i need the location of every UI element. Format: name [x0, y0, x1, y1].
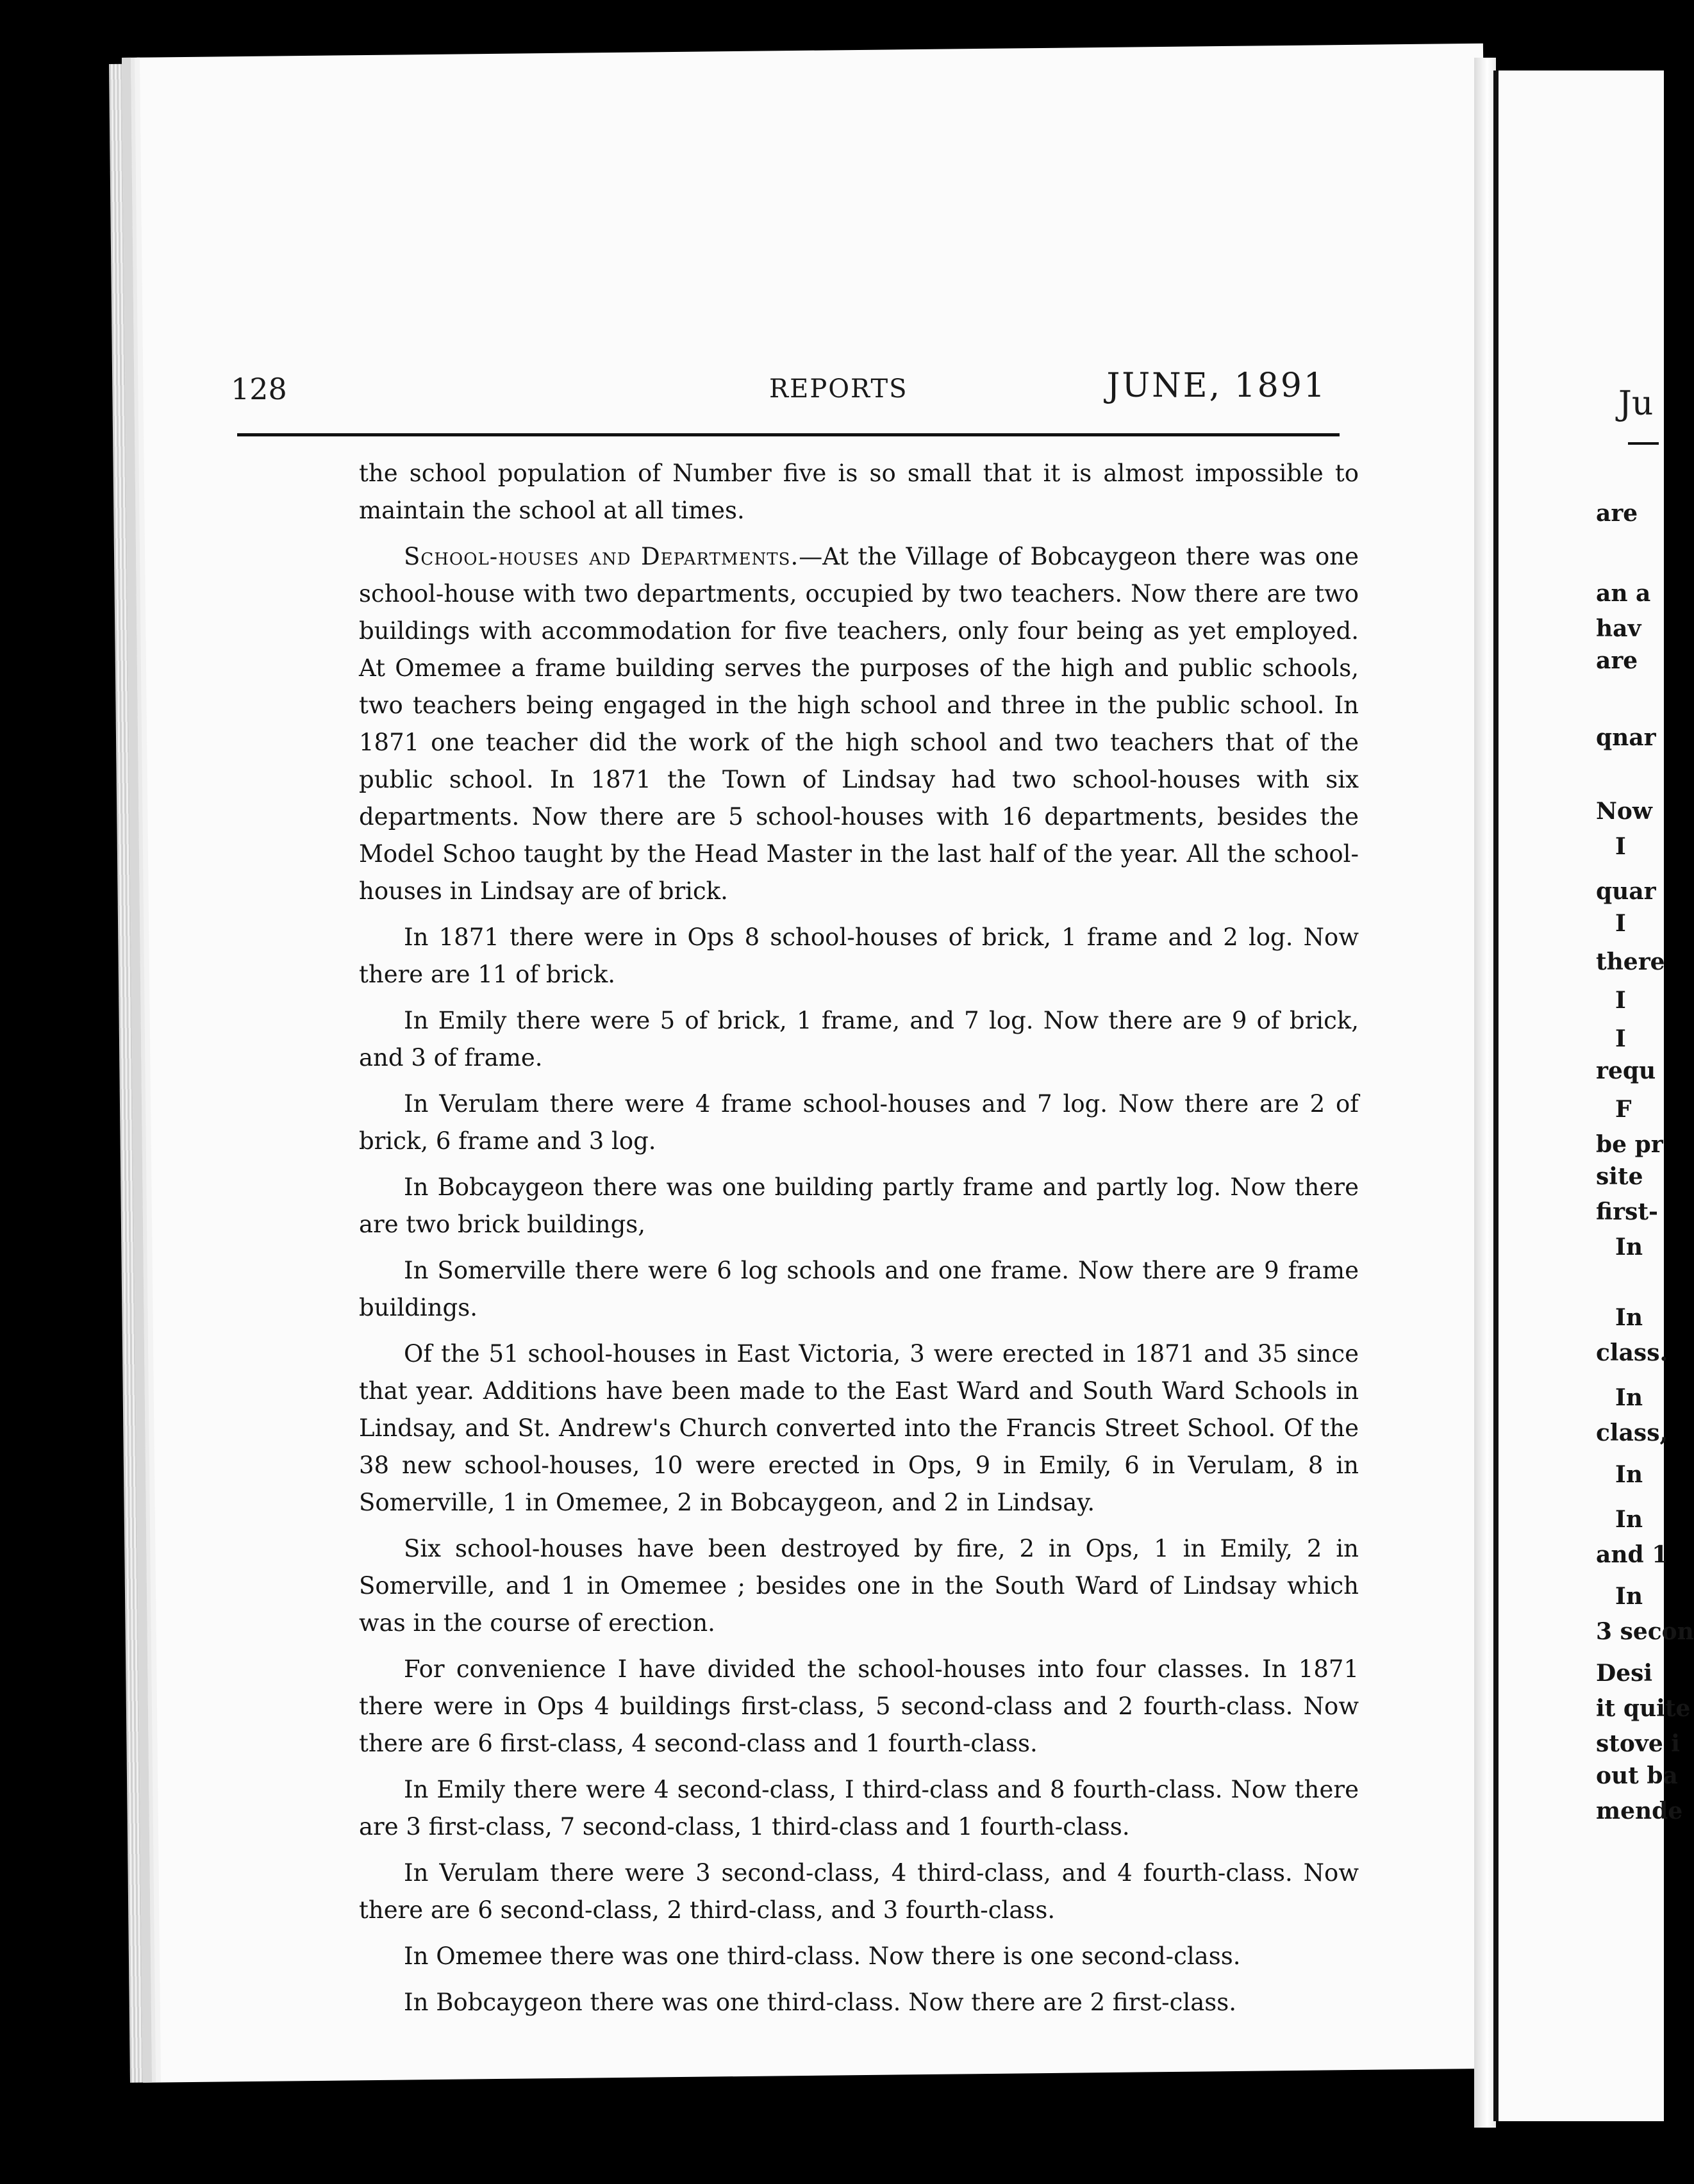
section-heading: School-houses and Departments.	[404, 543, 799, 570]
right-page-fragment: an a	[1596, 580, 1651, 607]
right-page-fragment: I	[1615, 833, 1626, 860]
right-page-fragment: hav	[1596, 615, 1641, 642]
header-rule	[237, 433, 1340, 436]
page-body	[359, 455, 1359, 2030]
right-page-fragment: are	[1596, 500, 1638, 527]
right-page-fragment: In	[1615, 1234, 1643, 1261]
right-page-fragment: stove i	[1596, 1730, 1680, 1757]
running-date: JUNE, 1891	[1106, 367, 1327, 405]
right-page-fragment: qnar	[1596, 724, 1656, 751]
running-header	[231, 365, 1333, 417]
right-page-rule	[1628, 442, 1659, 445]
right-page-fragment: Desi	[1596, 1660, 1653, 1687]
paragraph: Of the 51 school-houses in East Victoria, 3 were erected in 1871 and 35 since that year. Additions have been made to the East Ward and South Ward Schools in Lindsay, and St. Andrew's Church converted into the Francis Street School. Of the 38 new school-houses, 10 were erected in Ops, 9 in Emily, 6 in Verulam, 8 in Somerville, 1 in Omemee, 2 in Bobcaygeon, and 2 in Lindsay.	[359, 1340, 1359, 1516]
right-page-fragment: it quite	[1596, 1695, 1691, 1722]
right-page-fragment: are	[1596, 647, 1638, 674]
paragraph: In Somerville there were 6 log schools and one frame. Now there are 9 frame buildings.	[359, 1257, 1359, 1321]
paragraph: In Bobcaygeon there was one building partly frame and partly log. Now there are two brick buildings,	[359, 1173, 1359, 1238]
right-page-fragment: I	[1615, 987, 1626, 1014]
right-page-fragment: mende	[1596, 1798, 1683, 1824]
paragraph: Six school-houses have been destroyed by fire, 2 in Ops, 1 in Emily, 2 in Somerville, and 1 in Omemee ; besides one in the South Ward of Lindsay which was in the course of erection.	[359, 1535, 1359, 1637]
right-page-fragment: I	[1615, 910, 1626, 937]
right-page-fragment: I	[1615, 1025, 1626, 1052]
right-page-fragment: 3 secon	[1596, 1618, 1694, 1645]
paragraph: In Verulam there were 3 second-class, 4 third-class, and 4 fourth-class. Now there are 6 second-class, 2 third-class, and 3 fourth-class.	[359, 1859, 1359, 1924]
page-number: 128	[231, 372, 287, 406]
paragraph: the school population of Number five is so small that it is almost impossible to maintain the school at all times.	[359, 459, 1359, 524]
right-page-fragment: requ	[1596, 1057, 1656, 1084]
right-page-fragment: be pr	[1596, 1131, 1663, 1158]
right-page-fragment: F	[1615, 1096, 1632, 1123]
paragraph-text: —At the Village of Bobcaygeon there was one school-house with two departments, occupied by two teachers. Now there are two buildings with accommodation for five teachers, only four being as yet employed. At Omemee a frame building serves the purposes of the high and public schools, two teachers being engaged in the high school and three in the public school. In 1871 one teacher did the work of the high school and two teachers that of the public school. In 1871 the Town of Lindsay had two school-houses with six departments. Now there are 5 school-houses with 16 departments, besides the Model Schoo taught by the Head Master in the last half of the year. All the school-houses in Lindsay are of brick.	[359, 543, 1359, 905]
right-page-fragment: out ba	[1596, 1762, 1678, 1789]
right-page-fragment: quar	[1596, 878, 1656, 905]
right-page-fragment: site	[1596, 1163, 1643, 1190]
right-page-fragment: Now	[1596, 798, 1652, 825]
right-page-fragment: In	[1615, 1583, 1643, 1610]
right-page-fragment: there	[1596, 948, 1665, 975]
paragraph: In 1871 there were in Ops 8 school-houses of brick, 1 frame and 2 log. Now there are 11 of brick.	[359, 923, 1359, 988]
paragraph	[359, 538, 1359, 910]
right-page-fragment: In	[1615, 1384, 1643, 1411]
paragraph: In Emily there were 4 second-class, I third-class and 8 fourth-class. Now there are 3 first-class, 7 second-class, 1 third-class and 1 fourth-class.	[359, 1776, 1359, 1841]
paragraph: In Omemee there was one third-class. Now there is one second-class.	[404, 1942, 1241, 1970]
right-page-fragment: and 1	[1596, 1541, 1668, 1568]
right-page-fragment: In	[1615, 1506, 1643, 1533]
right-page-fragment: In	[1615, 1304, 1643, 1331]
right-page-header-fragment: Ju	[1618, 385, 1654, 423]
right-page-fragment: first-	[1596, 1198, 1658, 1225]
paragraph: In Verulam there were 4 frame school-houses and 7 log. Now there are 2 of brick, 6 frame and 3 log.	[359, 1090, 1359, 1155]
paragraph: In Bobcaygeon there was one third-class. Now there are 2 first-class.	[404, 1989, 1236, 2016]
book-gutter	[1474, 58, 1496, 2128]
running-title: REPORTS	[769, 374, 908, 404]
right-page-fragment: In	[1615, 1461, 1643, 1488]
paragraph: In Emily there were 5 of brick, 1 frame, and 7 log. Now there are 9 of brick, and 3 of frame.	[359, 1007, 1359, 1071]
right-page-fragment: class.	[1596, 1339, 1668, 1366]
right-page-fragment: class,	[1596, 1419, 1668, 1446]
paragraph: For convenience I have divided the school-houses into four classes. In 1871 there were in Ops 4 buildings first-class, 5 second-class and 2 fourth-class. Now there are 6 first-class, 4 second-class and 1 fourth-class.	[359, 1655, 1359, 1757]
